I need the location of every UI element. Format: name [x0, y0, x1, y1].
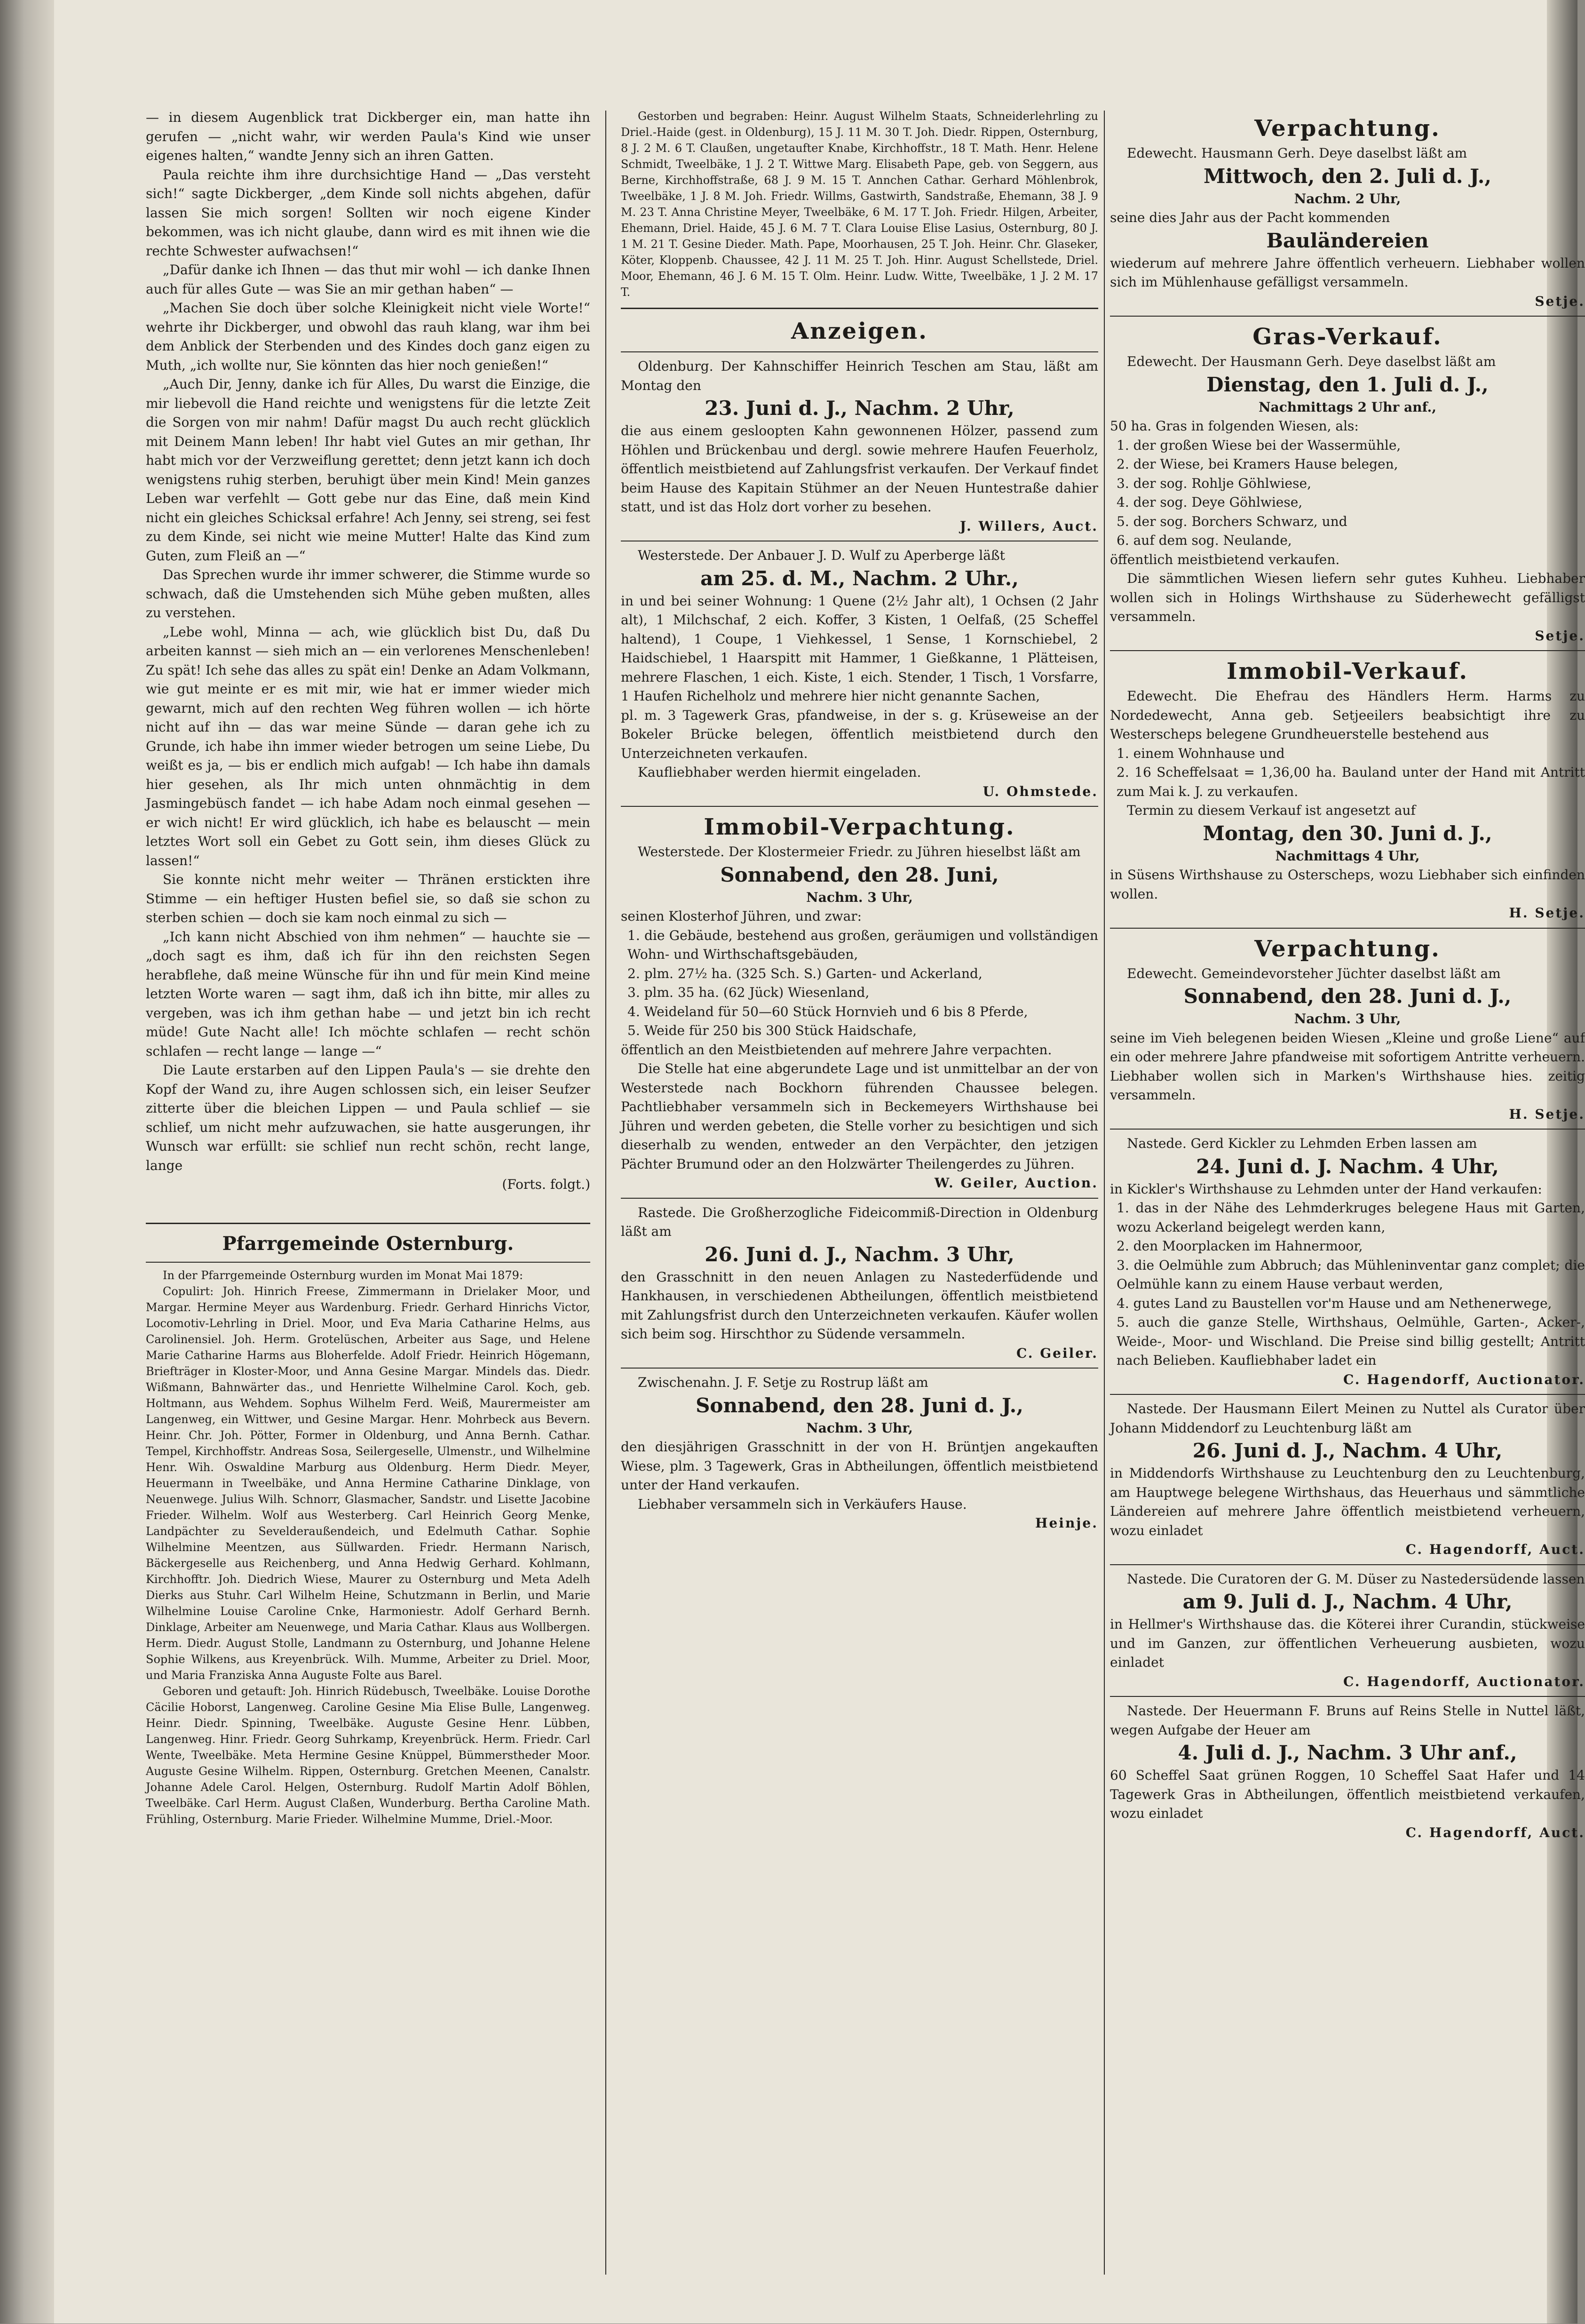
story-paragraph: Paula reichte ihm ihre durchsichtige Hand — „Das versteht sich!“ sagte Dickberger, „dem Kinde soll nichts abgehen, dafür lassen Sie mich sorgen! Sollten wir noch eigene Kinder bekommen, was ich nicht glaube, dann wird es mit ihnen wie die rechte Schwester aufwachsen!“ [146, 167, 590, 259]
ad-divider [621, 1198, 1098, 1199]
ad-heading: Immobil-Verpachtung. [704, 814, 1015, 840]
section-divider [621, 308, 1098, 309]
story-paragraph: „Lebe wohl, Minna — ach, wie glücklich bist Du, daß Du arbeiten kannst — sieh mich an — ein verlorenes Menschenleben! Zu spät! Ich sehe das alles zu spät ein! Denke an Adam Volkmann, wie gut meinte er es mit mir, wie hat er immer wieder mich gewarnt, mich auf den rechten Weg führen wollen — ich hörte nicht auf ihn — das war meine Sünde — daran gehe ich zu Grunde, ich habe ihn immer wieder betrogen um seine Liebe, Du weißt es ja, — bis er endlich mich aufgab! — Ich habe ihn damals hier gesehen, als Ihr mich unten ohnmächtig in dem Jasmingebüsch fandet — ich habe Adam noch einmal gesehen — er wich nicht! Er wird glücklich, ich habe es belauscht — mein letztes Wort soll ein Gebet zu Gott sein, ihm dieses Glück zu lassen!“ [146, 624, 590, 868]
ad-divider [1110, 650, 1585, 651]
ad-date: am 9. Juli d. J., Nachm. 4 Uhr, [1182, 1590, 1513, 1613]
ad-list-item: 2. plm. 27½ ha. (325 Sch. S.) Garten- und Ackerland, [627, 965, 983, 981]
ad-text: Oldenburg. Der Kahnschiffer Heinrich Teschen am Stau, läßt am Montag den [621, 358, 1098, 393]
ad-date: 24. Juni d. J. Nachm. 4 Uhr, [1196, 1154, 1499, 1178]
ad-text: Edewecht. Der Hausmann Gerh. Deye daselbst läßt am [1127, 354, 1496, 369]
ad-signature: C. Hagendorff, Auct. [1405, 1824, 1585, 1840]
ad-text: Zwischenahn. J. F. Setje zu Rostrup läßt am [638, 1375, 928, 1390]
ad-list-item: 4. der sog. Deye Göhlwiese, [1117, 494, 1303, 510]
ad-divider [1110, 316, 1585, 317]
ad-signature: C. Hagendorff, Auctionator. [1343, 1371, 1585, 1387]
ad-body: den diesjährigen Grasschnitt in der von H. Brüntjen angekauften Wiese, plm. 3 Tagewerk, Gras in Abtheilungen, öffentlich meistbietend unter der Hand verkaufen. [621, 1439, 1098, 1493]
ad-meinen [1110, 1400, 1585, 1560]
ad-lead: 50 ha. Gras in folgenden Wiesen, als: [1110, 418, 1359, 434]
ad-text: Nastede. Gerd Kickler zu Lehmden Erben lassen am [1127, 1136, 1477, 1151]
column-story [146, 108, 590, 2319]
ad-divider [621, 1368, 1098, 1369]
ad-signature: Setje. [1535, 628, 1585, 644]
ad-signature: U. Ohmstede. [983, 783, 1098, 799]
ad-date: Sonnabend, den 28. Juni, [720, 863, 999, 886]
ad-closing: Kaufliebhaber werden hiermit eingeladen. [638, 764, 921, 780]
ad-after: öffentlich meistbietend verkaufen. [1110, 551, 1340, 567]
ad-text: Edewecht. Gemeindevorsteher Jüchter daselbst läßt am [1127, 965, 1501, 981]
column-auctions [1110, 113, 1585, 2324]
ad-text: Edewecht. Hausmann Gerh. Deye daselbst läßt am [1127, 145, 1467, 161]
ad-body: seine im Vieh belegenen beiden Wiesen „Kleine und große Liene“ auf ein oder mehrere Jahre pfandweise mit sofortigem Antritte verheuern. Liebhaber wollen sich in Marken's Wirthshause hies. zeitig versammeln. [1110, 1030, 1585, 1103]
ad-body: Die sämmtlichen Wiesen liefern sehr gutes Kuhheu. Liebhaber wollen sich in Holings Wirthshause zu Süderhewecht gefälligst versammeln. [1110, 571, 1585, 624]
ad-heading: Verpachtung. [1254, 115, 1441, 142]
ad-list-item: 5. auch die ganze Stelle, Wirthshaus, Oelmühle, Garten-, Acker-, Weide-, Moor- und Wischland. Die Preise sind billig gestellt; Antritt nach Belieben. Kaufliebhaber ladet ein [1117, 1314, 1585, 1368]
ad-list-item: 1. das in der Nähe des Lehmderkruges belegene Haus mit Garten, wozu Ackerland beigelegt werden kann, [1117, 1200, 1585, 1235]
ad-list-item: 1. der großen Wiese bei der Wassermühle, [1117, 437, 1401, 453]
continuation-note: (Forts. folgt.) [502, 1177, 590, 1192]
ad-signature: W. Geiler, Auction. [934, 1175, 1098, 1191]
ad-text: Nastede. Der Heuermann F. Bruns auf Reins Stelle in Nuttel läßt, wegen Aufgabe der Heuer am [1110, 1703, 1585, 1738]
ad-text: Westerstede. Der Klostermeier Friedr. zu Jühren hieselbst läßt am [638, 844, 1081, 860]
ad-divider [621, 806, 1098, 807]
ad-list-item: 4. Weideland für 50—60 Stück Hornvieh und 6 bis 8 Pferde, [627, 1003, 1028, 1019]
ad-signature: H. Setje. [1509, 1106, 1585, 1122]
ad-after: öffentlich an den Meistbietenden auf mehrere Jahre verpachten. [621, 1042, 1052, 1058]
ad-date: Mittwoch, den 2. Juli d. J., [1204, 164, 1491, 188]
ad-body: die aus einem gesloopten Kahn gewonnenen Hölzer, passend zum Höhlen und Brückenbau und dergl. sowie mehrere Haufen Feuerholz, öffentlich meistbietend auf Zahlungsfrist verkaufen. Der Verkauf findet beim Hause des Kapitain Stühmer an der Neuen Huntestraße dahier statt, und ist das Holz dort vorher zu besehen. [621, 423, 1098, 515]
story-paragraph: „Auch Dir, Jenny, danke ich für Alles, Du warst die Einzige, die mir liebevoll die Hand reichte und wenigstens für die letzte Zeit die Sorgen von mir nahm! Dafür magst Du auch recht glücklich mit Deinem Mann leben! Ihr habt viel Gutes an mir gethan, Ihr habt mich vor der Verzweiflung gerettet; denn jetzt kann ich doch wenigstens ruhig sterben, beruhigt über mein Kind! Mein ganzes Leben war verfehlt — Gott gebe nur das Eine, daß mein Kind nicht ein gleiches Schicksal erfahre! Ach Jenny, sei streng, sei fest zu dem Kinde, sei nicht wie meine Mutter! Halte das Kind zum Guten, zum Fleiß an —“ [146, 376, 590, 564]
ad-list-item: 5. der sog. Borchers Schwarz, und [1117, 513, 1347, 529]
ad-divider [1110, 1394, 1585, 1395]
ad-after: in Süsens Wirthshause zu Osterscheps, wozu Liebhaber sich einfinden wollen. [1110, 867, 1585, 902]
ad-text: Westerstede. Der Anbauer J. D. Wulf zu Aperberge läßt [638, 548, 1005, 563]
pfarr-heading: Pfarrgemeinde Osternburg. [222, 1232, 514, 1255]
ad-signature: J. Willers, Auct. [959, 518, 1098, 534]
ad-signature: Setje. [1535, 293, 1585, 309]
ad-body: in Middendorfs Wirthshause zu Leuchtenburg den zu Leuchtenburg, am Hauptwege belegene Wirthshaus, das Heuerhaus und sämmtliche Ländereien auf mehrere Jahre öffentlich meistbietend verheuern, wozu einladet [1110, 1465, 1585, 1538]
ad-time: Nachm. 2 Uhr, [1294, 191, 1401, 207]
ad-divider [1110, 1129, 1585, 1130]
ad-body: den Grasschnitt in den neuen Anlagen zu Nastederfüdende und Hankhausen, in verschiedenen Abtheilungen, öffentlich meistbietend mit Zahlungsfrist durch den Unterzeichneten verkaufen. Käufer wollen sich beim sog. Hirschthor zu Südende versammeln. [621, 1269, 1098, 1342]
ad-list-item: 1. einem Wohnhause und [1117, 745, 1285, 761]
ad-lead: in Kickler's Wirthshause zu Lehmden unter der Hand verkaufen: [1110, 1181, 1542, 1197]
ad-setje-rostrup [621, 1373, 1098, 1533]
ad-body: pl. m. 3 Tagewerk Gras, pfandweise, in der s. g. Krüseweise an der Bokeler Brücke belegen, öffentlich meistbietend durch den Unterzeichneten verkaufen. [621, 707, 1098, 761]
pfarr-gestorben: Gestorben und begraben: Heinr. August Wilhelm Staats, Schneiderlehrling zu Driel.-Haide (gest. in Oldenburg), 15 J. 11 M. 30 T. Joh. Diedr. Rippen, Osternburg, 8 J. 2 M. 6 T. Claußen, ungetaufter Knabe, Kirchhoffstr., 18 T. Math. Henr. Helene Schmidt, Tweelbäke, 1 J. 2 T. Wittwe Marg. Elisabeth Pape, geb. von Seggern, aus Berne, Kirchhoffstraße, 68 J. 9 M. 15 T. Annchen Cathar. Gerhard Möhlenbrok, Tweelbäke, 1 J. 8 M. Joh. Friedr. Willms, Gastwirth, Sandstraße, Ehemann, 38 J. 9 M. 23 T. Anna Christine Meyer, Tweelbäke, 6 M. 17 T. Joh. Friedr. Hilgen, Arbeiter, Ehemann, Driel. Haide, 45 J. 6 M. 7 T. Clara Louise Elise Lasius, Osternburg, 80 J. 1 M. 21 T. Gesine Dieder. Math. Pape, Moorhausen, 25 T. Joh. Heinr. Chr. Glaseker, Köter, Kloppenb. Chaussee, 42 J. 11 M. 25 T. Joh. Hinr. August Schellstede, Driel. Moor, Ehemann, 46 J. 6 M. 15 T. Olm. Heinr. Ludw. Witte, Tweelbäke, 1 J. 2 M. 17 T. [621, 110, 1098, 299]
ad-date: am 25. d. M., Nachm. 2 Uhr., [700, 566, 1019, 590]
ad-body: Die Stelle hat eine abgerundete Lage und ist unmittelbar an der von Westerstede nach Bockhorn führenden Chaussee belegen. Pachtliebhaber versammeln sich in Beckemeyers Wirthshause bei Jühren und werden gebeten, die Stelle vorher zu besichtigen und sich dieserhalb zu wenden, entweder an den Verpächter, den jetzigen Pächter Brumund oder an den Holzwärter Theilengerdes zu Jühren. [621, 1061, 1098, 1172]
ad-body: 60 Scheffel Saat grünen Roggen, 10 Scheffel Saat Hafer und 14 Tagewerk Gras in Abtheilungen, öffentlich meistbietend verkaufen, wozu einladet [1110, 1767, 1585, 1821]
book-binding-shadow [0, 0, 54, 2324]
story-paragraph: Das Sprechen wurde ihr immer schwerer, die Stimme wurde so schwach, daß die Umstehenden sich Mühe geben mußten, alles zu verstehen. [146, 567, 590, 621]
ad-wulf [621, 546, 1098, 801]
ad-body: in und bei seiner Wohnung: 1 Quene (2½ Jahr alt), 1 Ochsen (2 Jahr alt), 1 Milchschaf, 2 eich. Koffer, 3 Kisten, 1 Oelfaß, (25 Scheffel haltend), 1 Coupe, 1 Viehkessel, 1 Sense, 1 Kornschiebel, 2 Haidschiebel, 1 Haarspitt mit Hammer, 1 Gießkanne, 1 Plätteisen, mehrere Flaschen, 1 eich. Kiste, 1 eich. Stender, 1 Tisch, 1 Vorsfarre, 1 Haufen Richelholz und mehrere hier nicht genannte Sachen, [621, 593, 1098, 704]
ad-fideicommiss [621, 1203, 1098, 1363]
ad-gras-verkauf [1110, 321, 1585, 645]
ad-verpachtung-juechter [1110, 933, 1585, 1124]
ad-date: Sonnabend, den 28. Juni d. J., [1183, 985, 1512, 1008]
ad-lead: seine dies Jahr aus der Pacht kommenden [1110, 210, 1390, 225]
ad-immobil-verkauf [1110, 656, 1585, 923]
ad-date: 26. Juni d. J., Nachm. 3 Uhr, [705, 1242, 1014, 1266]
ad-list-item: 2. der Wiese, bei Kramers Hause belegen, [1117, 456, 1398, 472]
section-divider [146, 1262, 590, 1263]
pfarr-geboren: Geboren und getauft: Joh. Hinrich Rüdebusch, Tweelbäke. Louise Dorothe Cäcilie Hoborst, Langenweg. Caroline Gesine Mia Elise Bulle, Langenweg. Heinr. Diedr. Spinning, Tweelbäke. Auguste Gesine Henr. Lübben, Langenweg. Hinr. Friedr. Georg Suhrkamp, Kreyenbrück. Herm. Friedr. Carl Wente, Tweelbäke. Meta Hermine Gesine Knüppel, Bümmerstheder Moor. Auguste Gesine Wilhelm. Rippen, Osternburg. Gretchen Meenen, Canalstr. Johanne Adele Carol. Helgen, Osternburg. Rudolf Martin Adolf Böhlen, Tweelbäke. Carl Herm. August Claßen, Wunderburg. Bertha Caroline Math. Frühling, Osternburg. Marie Frieder. Wilhelmine Mumme, Driel.-Moor. [146, 1684, 590, 1826]
ad-signature: H. Setje. [1509, 905, 1585, 921]
ad-list-item: 1. die Gebäude, bestehend aus großen, geräumigen und vollständigen Wohn- und Wirthschaftsgebäuden, [627, 927, 1098, 962]
column-rule-1 [605, 111, 606, 2275]
ad-text: Edewecht. Die Ehefrau des Händlers Herm. Harms zu Nordedewecht, Anna geb. Setjeeilers beabsichtigt ihre zu Westerscheps belegene Grundheuerstelle bestehend aus [1110, 688, 1585, 742]
ad-list-item: 2. 16 Scheffelsaat = 1,36,00 ha. Bauland unter der Hand mit Antritt zum Mai k. J. zu verkaufen. [1117, 764, 1585, 799]
story-paragraph: Die Laute erstarben auf den Lippen Paula's — sie drehte den Kopf der Wand zu, ihre Augen schlossen sich, ein leiser Seufzer zitterte über die bleichen Lippen — und Paula schlief — sie schlief, um nicht mehr aufzuwachen, sie hatte ausgerungen, ihr Wunsch war erfüllt: sie schlief nun recht schön, recht lange, lange [146, 1062, 590, 1173]
story-paragraph: — in diesem Augenblick trat Dickberger ein, man hatte ihn gerufen — „nicht wahr, wir werden Paula's Kind wie unser eigenes halten,“ wandte Jenny sich an ihren Gatten. [146, 110, 590, 163]
ad-list-item: 2. den Moorplacken im Hahnermoor, [1117, 1238, 1363, 1254]
ad-heading: Immobil-Verkauf. [1226, 658, 1469, 684]
ad-date: 4. Juli d. J., Nachm. 3 Uhr anf., [1178, 1741, 1517, 1764]
story-paragraph: „Ich kann nicht Abschied von ihm nehmen“ — hauchte sie — „doch sagt es ihm, daß ich für ihn den reichsten Segen herabflehe, daß meine Wünsche für ihn und für mein Kind meine letzten Worte waren — sagt ihm, daß ich ihn bitte, mir alles zu vergeben, was ich ihm gethan habe — und jetzt bin ich recht müde! Gute Nacht alle! Ich möchte schlafen — recht schön schlafen — recht lange — lange —“ [146, 929, 590, 1059]
ad-date: 26. Juni d. J., Nachm. 4 Uhr, [1192, 1439, 1503, 1462]
ad-verpachtung-deye [1110, 113, 1585, 311]
ad-list-item: 3. plm. 35 ha. (62 Jück) Wiesenland, [627, 985, 870, 1000]
ad-list-item: 3. die Oelmühle zum Abbruch; das Mühleninventar ganz complet; die Oelmühle kann zu einem Hause verbaut werden, [1117, 1257, 1585, 1292]
ad-divider [1110, 928, 1585, 929]
ad-body: Termin zu diesem Verkauf ist angesetzt auf [1127, 803, 1416, 818]
ad-highlight: Bauländereien [1266, 229, 1429, 252]
newspaper-page [54, 0, 1585, 2324]
ad-text: Rastede. Die Großherzogliche Fideicommiß-Direction in Oldenburg läßt am [621, 1204, 1098, 1239]
ad-kickler [1110, 1134, 1585, 1389]
story-paragraph: „Dafür danke ich Ihnen — das thut mir wohl — ich danke Ihnen auch für alles Gute — was Sie an mir gethan haben“ — [146, 262, 590, 297]
ad-bruns [1110, 1702, 1585, 1842]
ad-date: Dienstag, den 1. Juli d. J., [1206, 373, 1489, 396]
ad-signature: C. Hagendorff, Auct. [1405, 1542, 1585, 1557]
ad-date: 23. Juni d. J., Nachm. 2 Uhr, [705, 397, 1014, 420]
ad-list-item: 3. der sog. Rohlje Göhlwiese, [1117, 475, 1311, 491]
pfarr-intro: In der Pfarrgemeinde Osternburg wurden im Monat Mai 1879: [163, 1268, 523, 1282]
ad-dueser [1110, 1570, 1585, 1692]
ad-signature: Heinje. [1035, 1515, 1098, 1531]
section-divider [621, 351, 1098, 352]
ad-lead: seinen Klosterhof Jühren, und zwar: [621, 908, 862, 924]
ad-list-item: 6. auf dem sog. Neulande, [1117, 533, 1292, 548]
ad-immobil-verpachtung [621, 812, 1098, 1193]
ad-teschen [621, 357, 1098, 536]
ad-divider [1110, 1696, 1585, 1697]
ad-time: Nachm. 3 Uhr, [806, 889, 913, 905]
pfarr-copulirt: Copulirt: Joh. Hinrich Freese, Zimmermann in Drielaker Moor, und Margar. Hermine Meyer aus Wardenburg. Friedr. Gerhard Hinrichs Victor, Locomotiv-Lehrling in Driel. Moor, und Eva Maria Catharine Helms, aus Carolinensiel. Joh. Herm. Grotelüschen, Arbeiter aus Sage, und Helene Marie Catharine Harms aus Bloherfelde. Adolf Friedr. Heinrich Högemann, Briefträger in Kloster-Moor, und Anna Gesine Margar. Mindels das. Diedr. Wißmann, Bahnwärter das., und Henriette Wilhelmine Carol. Koch, geb. Holtmann, aus Wehdem. Sophus Wilhelm Ferd. Weiß, Maurermeister am Langenweg, ein Wittwer, und Gesine Margar. Henr. Mohrbeck aus Bevern. Heinr. Chr. Joh. Pötter, Former in Oldenburg, und Anna Bernh. Cathar. Tempel, Kirchhoffstr. Andreas Sosa, Seilergeselle, Ulmenstr., und Wilhelmine Henr. Wih. Oswaldine Marburg aus Oldenburg. Herm Diedr. Meyer, Heuermann in Tweelbäke, und Anna Hermine Catharine Dinklage, von Neuenwege. Julius Wilh. Schnorr, Glasmacher, Sandstr. und Lisette Jacobine Frieder. Wilhelm. Wolf aus Westerberg. Carl Heinrich Georg Menke, Landpächter zu Sevelderaußendeich, und Edelmuth Cathar. Sophie Wilhelmine Meentzen, aus Süllwarden. Friedr. Hermann Narisch, Bäckergeselle aus Reichenberg, und Anna Hedwig Gerhard. Kohlmann, Kirchhofftr. Joh. Diedrich Wiese, Maurer zu Osternburg und Meta Adelh Dierks aus Stuhr. Carl Wilhelm Heine, Schutzmann in Berlin, und Marie Wilhelmine Louise Caroline Cnke, Harmoniestr. Adolf Gerhard Bernh. Dinklage, Arbeiter am Neuenwege, und Maria Cathar. Klaus aus Wollbergen. Herm. Diedr. August Stolle, Landmann zu Osternburg, und Johanne Helene Sophie Wilkens, aus Kreyenbrück. Wilh. Mumme, Arbeiter zu Driel. Moor, und Maria Franziska Anna Auguste Folte aus Barel. [146, 1284, 590, 1682]
ad-list-item: 5. Weide für 250 bis 300 Stück Haidschafe, [627, 1023, 917, 1038]
ad-time: Nachm. 3 Uhr, [806, 1420, 913, 1436]
ad-closing: Liebhaber versammeln sich in Verkäufers Hause. [638, 1496, 967, 1512]
ad-date: Montag, den 30. Juni d. J., [1203, 821, 1492, 845]
ad-list-item: 4. gutes Land zu Baustellen vor'm Hause und am Nethenerwege, [1117, 1295, 1552, 1311]
ad-time: Nachmittags 2 Uhr anf., [1258, 399, 1437, 415]
ad-signature: C. Geiler. [1016, 1345, 1098, 1361]
anzeigen-heading: Anzeigen. [791, 318, 928, 344]
story-paragraph: „Machen Sie doch über solche Kleinigkeit nicht viele Worte!“ wehrte ihr Dickberger, und obwohl das rauh klang, war ihm bei dem Anblick der Sterbenden und des Kindes doch ganz eigen zu Muth, „ich wollte nur, Sie könnten das hier noch genießen!“ [146, 300, 590, 373]
ad-time: Nachm. 3 Uhr, [1294, 1011, 1401, 1027]
ad-heading: Gras-Verkauf. [1252, 324, 1442, 350]
ad-text: Nastede. Die Curatoren der G. M. Düser zu Nastedersüdende lassen [1127, 1571, 1585, 1587]
column-rule-2 [1104, 111, 1105, 2275]
ad-date: Sonnabend, den 28. Juni d. J., [696, 1393, 1023, 1417]
section-divider [146, 1223, 590, 1224]
ad-body: in Hellmer's Wirthshause das. die Köterei ihrer Curandin, stückweise und im Ganzen, zur öffentlichen Verheuerung ausbieten, wozu einladet [1110, 1616, 1585, 1670]
ad-signature: C. Hagendorff, Auctionator. [1343, 1673, 1585, 1689]
ad-time: Nachmittags 4 Uhr, [1275, 848, 1420, 864]
column-announcements [621, 108, 1098, 2319]
ad-text: Nastede. Der Hausmann Eilert Meinen zu Nuttel als Curator über Johann Middendorf zu Leuchtenburg läßt am [1110, 1401, 1585, 1436]
ad-heading: Verpachtung. [1254, 935, 1441, 962]
ad-divider [1110, 1564, 1585, 1565]
ad-body: wiederum auf mehrere Jahre öffentlich verheuern. Liebhaber wollen sich im Mühlenhause gefälligst versammeln. [1110, 255, 1585, 290]
story-paragraph: Sie konnte nicht mehr weiter — Thränen erstickten ihre Stimme — ein heftiger Husten befiel sie, so daß sie schon zu sterben schien — doch sie kam noch einmal zu sich — [146, 872, 590, 925]
